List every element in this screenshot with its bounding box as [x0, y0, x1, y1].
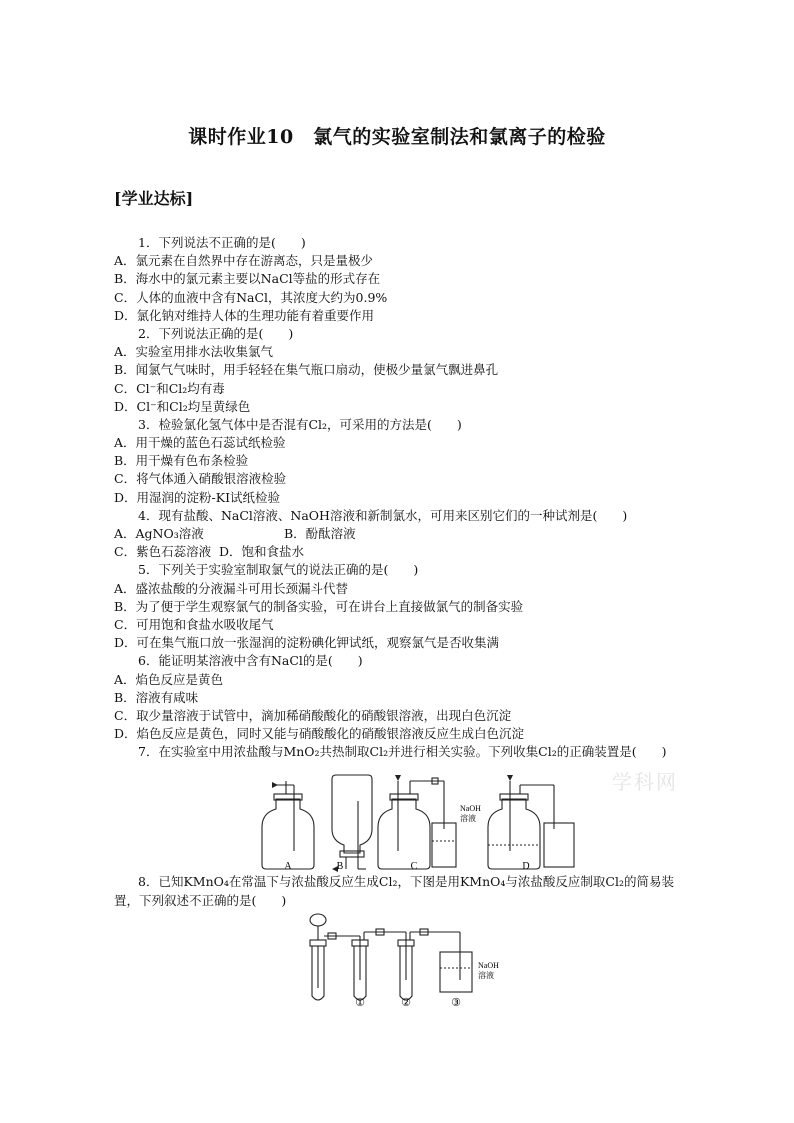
question-8-figure [114, 910, 684, 1010]
question-5-option-a: A．盛浓盐酸的分液漏斗可用长颈漏斗代替 [114, 580, 349, 596]
question-2-option-d: D．Cl⁻和Cl₂均呈黄绿色 [114, 398, 251, 414]
apparatus-label-1: ① [355, 996, 365, 1009]
apparatus-label-d: D [522, 861, 530, 873]
question-4-option-b: B．酚酞溶液 [284, 526, 356, 541]
apparatus-label-b: B [336, 861, 344, 873]
question-3-option-a: A．用干燥的蓝色石蕊试纸检验 [114, 435, 286, 451]
apparatus-c-bottle [378, 778, 456, 869]
gas-inlet-arrow-c [395, 775, 401, 781]
question-4-options-ab [114, 525, 684, 543]
question-4-stem: 4．现有盐酸、NaCl溶液、NaOH溶液和新制氯水，可用来区别它们的一种试剂是( ) [138, 507, 628, 523]
question-1-stem: 1．下列说法不正确的是( ) [138, 235, 306, 250]
question-2-stem: 2．下列说法正确的是( ) [138, 325, 294, 341]
gas-inlet-arrow-d [507, 775, 513, 781]
question-6-option-a: A．焰色反应是黄色 [114, 671, 224, 687]
question-4-option-c: C．紫色石蕊溶液 [114, 544, 212, 560]
section-heading: [学业达标] [114, 189, 194, 208]
question-3-option-b: B．用干燥有色布条检验 [114, 453, 249, 469]
tube-2 [398, 929, 460, 1000]
naoh-label-line2: 溶液 [478, 970, 494, 980]
question-1-option-a: A．氯元素在自然界中存在游离态，只是量极少 [114, 253, 374, 269]
apparatus-label-3: ③ [451, 996, 461, 1009]
question-1-option-c: C．人体的血液中含有NaCl，其浓度大约为0.9% [114, 289, 388, 305]
question-4-options-cd [114, 543, 684, 561]
separatory-funnel-tube [310, 914, 360, 1000]
question-2-option-b: B．闻氯气气味时，用手轻轻在集气瓶口扇动，使极少量氯气飘进鼻孔 [114, 362, 499, 378]
question-2-option-c: C．Cl⁻和Cl₂均有毒 [114, 380, 225, 396]
apparatus-b-bottle [332, 775, 372, 869]
question-3-option-d: D．用湿润的淀粉-KI试纸检验 [114, 489, 281, 505]
apparatus-label-c: C [410, 861, 418, 873]
question-5-option-b: B．为了便于学生观察氯气的制备实验，可在讲台上直接做氯气的制备实验 [114, 598, 524, 614]
question-3-option-c: C．将气体通入硝酸银溶液检验 [114, 471, 287, 487]
question-8-stem: 8．已知KMnO₄在常温下与浓盐酸反应生成Cl₂，下图是用KMnO₄与浓盐酸反应制取Cl₂的简易装置，下列叙述不正确的是( ) [114, 874, 674, 908]
page-title: 课时作业10 氯气的实验室制法和氯离子的检验 [188, 126, 606, 148]
apparatus-label-a: A [284, 861, 292, 873]
question-6-stem: 6．能证明某溶液中含有NaCl的是( ) [138, 653, 363, 669]
question-6-option-b: B．溶液有咸味 [114, 689, 199, 705]
question-6-option-d: D．焰色反应是黄色，同时又能与硝酸酸化的硝酸银溶液反应生成白色沉淀 [114, 726, 525, 742]
question-7-stem: 7．在实验室中用浓盐酸与MnO₂共热制取Cl₂并进行相关实验。下列收集Cl₂的正确装置是( ) [138, 744, 667, 760]
apparatus-a-bottle [262, 781, 314, 869]
gas-inlet-arrow-a [272, 782, 278, 788]
question-5-option-c: C．可用饱和食盐水吸收尾气 [114, 616, 274, 632]
question-3-stem: 3．检验氯化氢气体中是否混有Cl₂，可采用的方法是( ) [138, 416, 462, 432]
naoh-label-line1: NaOH [478, 960, 499, 970]
question-4-option-d: D．饱和食盐水 [219, 544, 305, 560]
question-5-stem: 5．下列关于实验室制取氯气的说法正确的是( ) [138, 562, 419, 578]
apparatus-d-bottle [488, 781, 574, 869]
beaker-3 [440, 932, 472, 992]
naoh-label-line1: NaOH [460, 804, 481, 814]
question-6-option-c: C．取少量溶液于试管中，滴加稀硝酸酸化的硝酸银溶液，出现白色沉淀 [114, 707, 512, 723]
question-2-option-a: A．实验室用排水法收集氯气 [114, 344, 274, 360]
question-5-option-d: D．可在集气瓶口放一张湿润的淀粉碘化钾试纸，观察氯气是否收集满 [114, 635, 500, 651]
naoh-label-line2: 溶液 [460, 814, 476, 824]
apparatus-label-2: ② [401, 996, 411, 1009]
watermark: 学科网 [612, 770, 678, 794]
question-4-option-a: A．AgNO₃溶液 [114, 526, 204, 541]
question-1-option-b: B．海水中的氯元素主要以NaCl等盐的形式存在 [114, 271, 381, 287]
question-list [114, 234, 684, 1010]
question-1-option-d: D．氯化钠对维持人体的生理功能有着重要作用 [114, 307, 375, 323]
question-7-figure [114, 761, 684, 873]
